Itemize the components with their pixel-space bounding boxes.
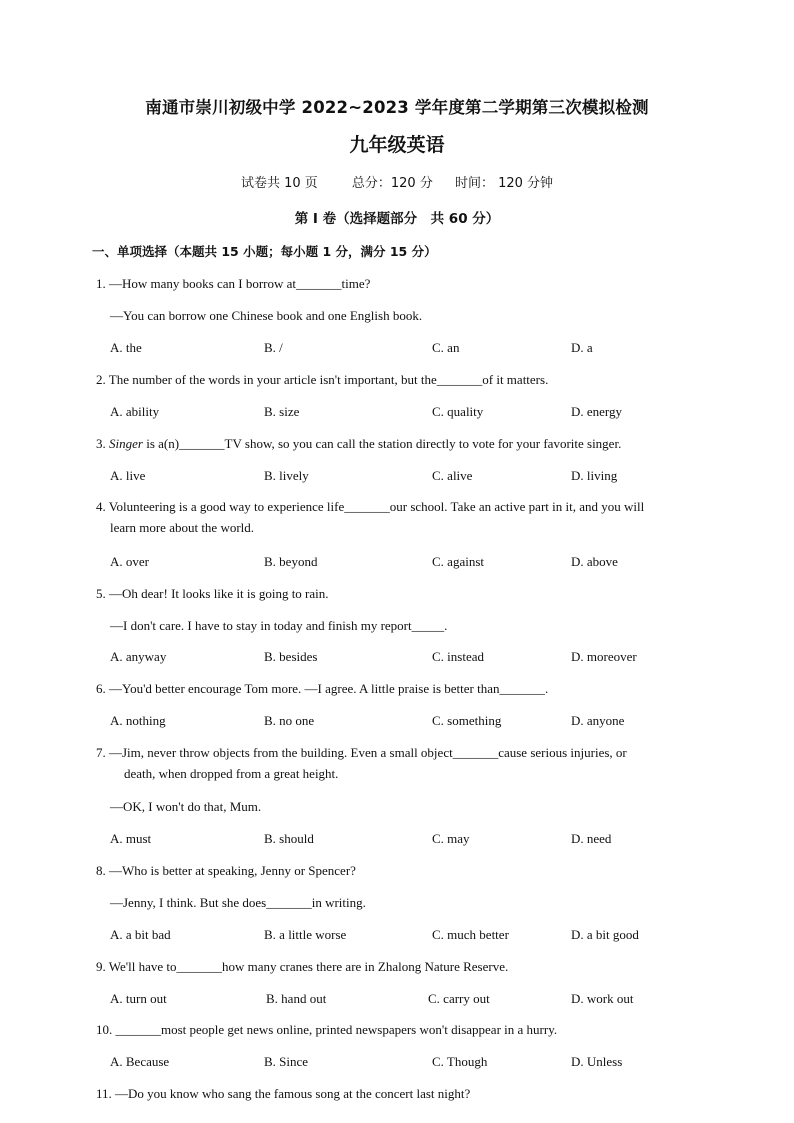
option-d[interactable]: D. need (571, 831, 612, 846)
option-c[interactable]: C. instead (432, 649, 484, 664)
option-b[interactable]: B. size (264, 404, 300, 419)
option-d[interactable]: D. Unless (571, 1054, 623, 1069)
option-c[interactable]: C. alive (432, 468, 473, 483)
question-3-number: 3. (96, 436, 109, 451)
question-4: 4. Volunteering is a good way to experience life_______our school. Take an active part in it, and you will (96, 499, 645, 514)
option-a[interactable]: A. anyway (110, 649, 167, 664)
section-heading: 一、单项选择（本题共 15 小题；每小题 1 分，满分 15 分） (92, 244, 437, 259)
option-a[interactable]: A. Because (110, 1054, 170, 1069)
question-10: 10. _______most people get news online, printed newspapers won't disappear in a hurry. (96, 1022, 558, 1037)
option-a[interactable]: A. nothing (110, 713, 166, 728)
part-heading: 第 I 卷（选择题部分 共 60 分） (294, 211, 500, 227)
option-c[interactable]: C. an (432, 340, 460, 355)
option-c[interactable]: C. against (432, 554, 484, 569)
question-11: 11. —Do you know who sang the famous song at the concert last night? (96, 1086, 471, 1101)
option-a[interactable]: A. the (110, 340, 142, 355)
option-c[interactable]: C. something (432, 713, 502, 728)
option-d[interactable]: D. above (571, 554, 618, 569)
option-b[interactable]: B. should (264, 831, 314, 846)
question-8-line2: —Jenny, I think. But she does_______in writing. (110, 895, 366, 910)
question-7: 7. —Jim, never throw objects from the building. Even a small object_______cause serious injuries, or (96, 745, 627, 760)
question-5-options (0, 647, 794, 667)
option-b[interactable]: B. lively (264, 468, 309, 483)
option-d[interactable]: D. work out (571, 991, 634, 1006)
option-d[interactable]: D. moreover (571, 649, 637, 664)
option-a[interactable]: A. live (110, 468, 146, 483)
option-c[interactable]: C. Though (432, 1054, 488, 1069)
question-2-options (0, 402, 794, 422)
option-a[interactable]: A. must (110, 831, 152, 846)
question-1: 1. —How many books can I borrow at_______time? (96, 276, 371, 291)
question-5: 5. —Oh dear! It looks like it is going to rain. (96, 586, 329, 601)
option-c[interactable]: C. may (432, 831, 470, 846)
question-7-options (0, 829, 794, 849)
option-a[interactable]: A. ability (110, 404, 160, 419)
option-d[interactable]: D. living (571, 468, 618, 483)
option-b[interactable]: B. a little worse (264, 927, 347, 942)
exam-title: 南通市崇川初级中学 2022~2023 学年度第二学期第三次模拟检测 (145, 98, 649, 117)
exam-time: 时间： 120 分钟 (454, 176, 554, 191)
option-d[interactable]: D. energy (571, 404, 623, 419)
option-a[interactable]: A. over (110, 554, 149, 569)
question-3 (96, 434, 621, 454)
question-7-line3: —OK, I won't do that, Mum. (110, 799, 262, 814)
total-score: 总分：120 分 (351, 176, 433, 191)
option-b[interactable]: B. Since (264, 1054, 309, 1069)
question-9-options (0, 989, 794, 1009)
question-3-options (0, 466, 794, 486)
question-6-options (0, 711, 794, 731)
option-d[interactable]: D. anyone (571, 713, 625, 728)
question-7-line2: death, when dropped from a great height. (124, 766, 339, 781)
option-d[interactable]: D. a bit good (571, 927, 639, 942)
question-5-line2: —I don't care. I have to stay in today and finish my report_____. (110, 618, 448, 633)
question-3-rest: is a(n)_______TV show, so you can call the station directly to vote for your favorite singer. (142, 436, 622, 451)
option-b[interactable]: B. / (264, 340, 283, 355)
page-count: 试卷共 10 页 (240, 176, 318, 191)
question-3-italic: Singer (109, 436, 143, 451)
question-2: 2. The number of the words in your article isn't important, but the_______of it matters. (96, 372, 549, 387)
option-d[interactable]: D. a (571, 340, 593, 355)
question-8: 8. —Who is better at speaking, Jenny or Spencer? (96, 863, 356, 878)
option-a[interactable]: A. a bit bad (110, 927, 171, 942)
option-a[interactable]: A. turn out (110, 991, 167, 1006)
exam-subtitle: 九年级英语 (349, 134, 445, 156)
question-4-line2: learn more about the world. (110, 520, 255, 535)
option-c[interactable]: C. quality (432, 404, 484, 419)
option-b[interactable]: B. besides (264, 649, 318, 664)
option-b[interactable]: B. no one (264, 713, 315, 728)
option-c[interactable]: C. carry out (428, 991, 490, 1006)
exam-info (0, 172, 794, 191)
question-1-line2: —You can borrow one Chinese book and one English book. (110, 308, 423, 323)
question-10-options (0, 1052, 794, 1072)
option-b[interactable]: B. beyond (264, 554, 318, 569)
option-b[interactable]: B. hand out (266, 991, 327, 1006)
question-9: 9. We'll have to_______how many cranes there are in Zhalong Nature Reserve. (96, 959, 509, 974)
question-4-options (0, 552, 794, 572)
question-6: 6. —You'd better encourage Tom more. —I agree. A little praise is better than_______. (96, 681, 549, 696)
question-8-options (0, 925, 794, 945)
question-1-options (0, 338, 794, 358)
option-c[interactable]: C. much better (432, 927, 509, 942)
